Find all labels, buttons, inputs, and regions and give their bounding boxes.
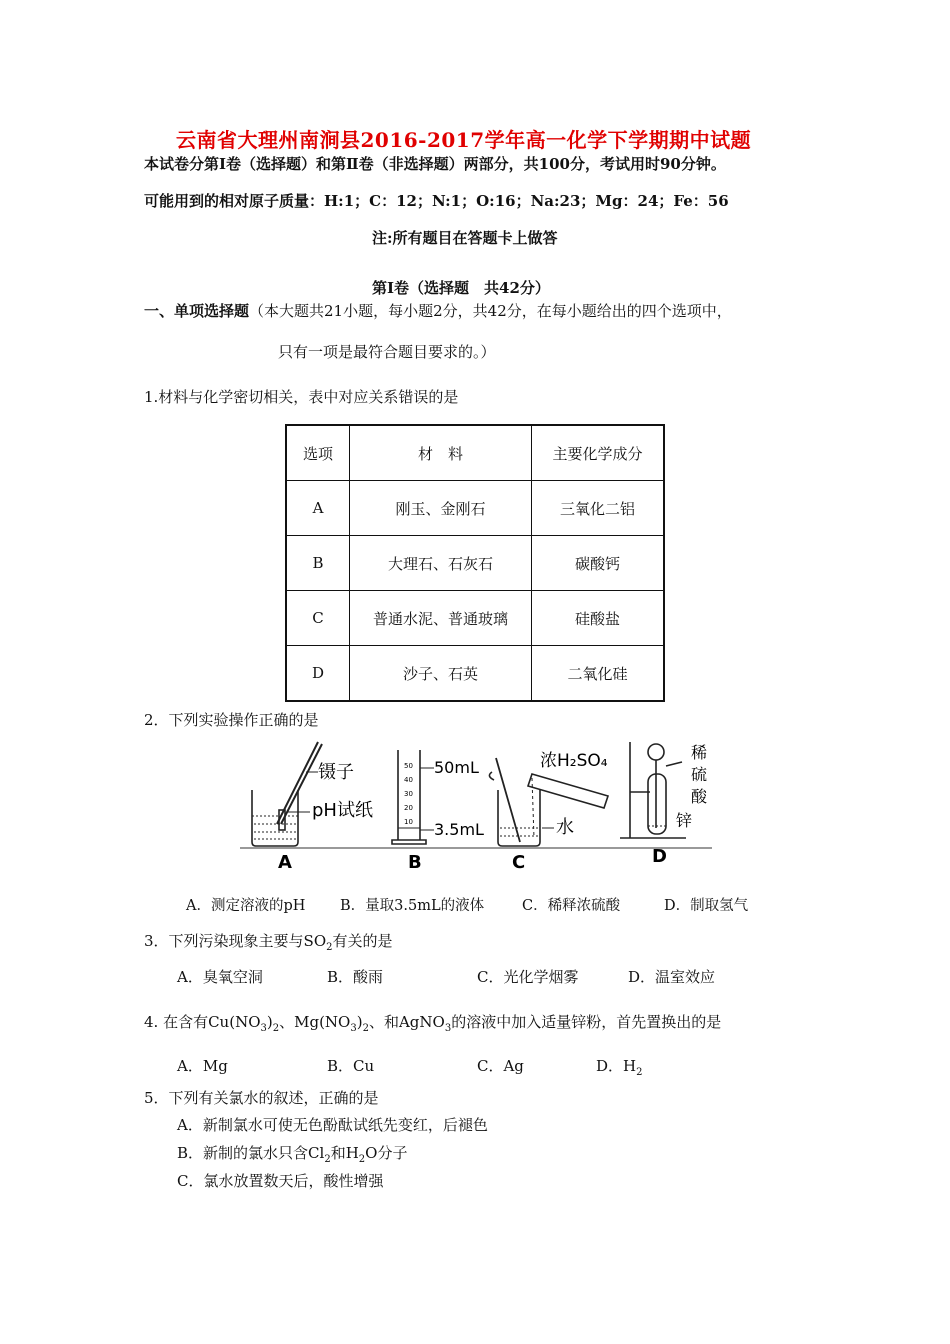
table-cell: 硅酸盐 (532, 591, 665, 646)
table-row (286, 591, 664, 646)
table-header: 主要化学成分 (532, 425, 665, 481)
water-label: 水 (556, 817, 574, 838)
table-row (286, 481, 664, 536)
q1-stem: 1.材料与化学密切相关，表中对应关系错误的是 (144, 388, 459, 406)
scale-mark: 30 (404, 790, 413, 798)
dilute-label: 硫 (691, 765, 708, 784)
section-title: 第Ⅰ卷（选择题 共42分） (372, 279, 550, 297)
scale-mark: 50 (404, 762, 413, 770)
dilute-label: 酸 (691, 787, 708, 806)
q4-text: 的溶液中加入适量锌粉，首先置换出的是 (451, 1013, 722, 1031)
q3-option-d: D．温室效应 (628, 968, 716, 986)
table-cell: 碳酸钙 (532, 536, 665, 591)
part1-label: 一、单项选择题 (144, 302, 250, 320)
q4-option-d (596, 1055, 642, 1078)
table-cell: 普通水泥、普通玻璃 (350, 591, 532, 646)
q5-option-c: C．氯水放置数天后，酸性增强 (177, 1172, 384, 1190)
part1-heading (144, 300, 732, 321)
volume-50-label: 50mL (434, 758, 479, 777)
table-header: 选项 (286, 425, 350, 481)
table-row (286, 536, 664, 591)
table-cell: 沙子、石英 (350, 646, 532, 702)
q3-stem-text: 3．下列污染现象主要与SO (144, 932, 327, 950)
table-header-row (286, 425, 664, 481)
table-cell: 刚玉、金刚石 (350, 481, 532, 536)
table-cell: D (286, 646, 350, 702)
subscript: 2 (362, 1023, 369, 1034)
figure-label-b: B (408, 852, 422, 872)
q2-option-a: A．测定溶液的pH (186, 898, 306, 914)
q4-text: 、和AgNO (368, 1013, 445, 1031)
q2-stem: 2．下列实验操作正确的是 (144, 711, 319, 729)
table-cell: B (286, 536, 350, 591)
table-cell: C (286, 591, 350, 646)
part1-desc: （本大题共21小题，每小题2分，共42分，在每小题给出的四个选项中， (249, 302, 732, 320)
q4-text: ) (266, 1013, 273, 1031)
table-cell: 二氧化硅 (532, 646, 665, 702)
q4-text: ) (356, 1013, 363, 1031)
figure-label-c: C (512, 852, 526, 872)
subscript: 2 (324, 1154, 331, 1165)
q4-option-b: B．Cu (327, 1057, 375, 1075)
dilution-apparatus (489, 758, 608, 846)
volume-3-5-label: 3.5mL (434, 820, 484, 839)
figure-labels (278, 846, 667, 872)
q5-option-b (177, 1142, 407, 1165)
q5-option-b-text: B．新制的氯水只含Cl (177, 1144, 325, 1162)
q3-option-b: B．酸雨 (327, 968, 384, 986)
q4-option-a: A．Mg (177, 1057, 228, 1075)
q4-option-c: C．Ag (477, 1057, 524, 1075)
atomic-masses: 可能用到的相对原子质量：H:1；C：12；N:1；O:16；Na:23；Mg：24；Fe：56 (144, 192, 729, 210)
q2-option-b: B．量取3.5mL的液体 (340, 898, 485, 914)
subscript: 3 (350, 1023, 357, 1034)
subscript: 2 (272, 1023, 280, 1034)
q3-option-a: A．臭氧空洞 (177, 968, 263, 986)
subscript: 2 (636, 1067, 643, 1078)
subscript: 2 (326, 942, 333, 953)
subscript: 3 (444, 1023, 452, 1034)
scale-mark: 40 (404, 776, 413, 784)
figure-label-a: A (278, 852, 292, 872)
graduated-cylinder (392, 750, 434, 844)
answer-note: 注:所有题目在答题卡上做答 (372, 229, 558, 247)
table-cell: 三氧化二铝 (532, 481, 665, 536)
scale-mark: 20 (404, 804, 413, 812)
q2-apparatus-figure (236, 738, 716, 872)
subscript: 3 (260, 1023, 267, 1034)
q4-text: 4. 在含有Cu(NO (144, 1013, 261, 1031)
figure-label-d: D (652, 846, 667, 867)
cylinder-scale (404, 762, 413, 826)
q5-option-a: A．新制氯水可使无色酚酞试纸先变红，后褪色 (177, 1116, 488, 1134)
q2-option-d: D．制取氢气 (664, 898, 749, 914)
q5-option-b-text: 和H (330, 1144, 359, 1162)
ph-paper-label: pH试纸 (312, 800, 373, 821)
q4-option-d-text: D．H (596, 1057, 637, 1075)
exam-intro: 本试卷分第Ⅰ卷（选择题）和第Ⅱ卷（非选择题）两部分，共100分，考试用时90分钟。 (144, 155, 726, 173)
zinc-label: 锌 (676, 811, 693, 830)
q4-text: 、Mg(NO (279, 1013, 351, 1031)
part1-desc-cont: 只有一项是最符合题目要求的。） (278, 343, 496, 361)
q5-stem: 5．下列有关氯水的叙述，正确的是 (144, 1089, 379, 1107)
table-header: 材 料 (350, 425, 532, 481)
q2-option-c: C．稀释浓硫酸 (522, 898, 621, 914)
subscript: 2 (358, 1154, 366, 1165)
beaker-ph-apparatus (252, 742, 322, 846)
table-row (286, 646, 664, 702)
dilute-label: 稀 (691, 743, 708, 762)
table-cell: A (286, 481, 350, 536)
tweezers-label: 镊子 (318, 762, 354, 783)
q4-stem (144, 1011, 721, 1034)
table-cell: 大理石、石灰石 (350, 536, 532, 591)
q1-table (285, 424, 665, 702)
scale-mark: 10 (404, 818, 413, 826)
q3-stem (144, 930, 393, 953)
acid-label: 浓H₂SO₄ (540, 751, 608, 771)
q3-stem-text: 有关的是 (332, 932, 393, 950)
q3-option-c: C．光化学烟雾 (477, 968, 579, 986)
q5-option-b-text: O分子 (365, 1144, 408, 1162)
page-title: 云南省大理州南涧县2016-2017学年高一化学下学期期中试题 (176, 128, 752, 152)
